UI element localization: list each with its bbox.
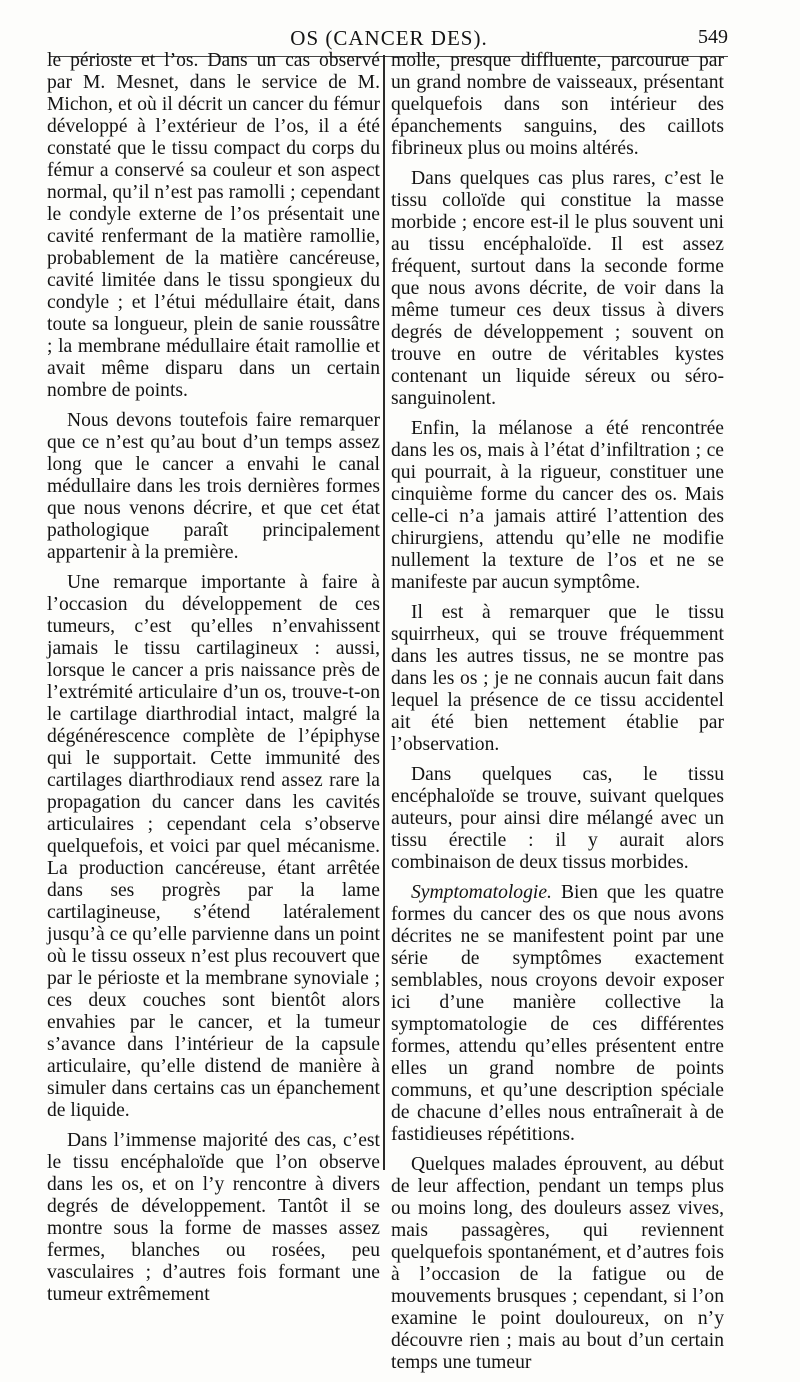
paragraph-body: Bien que les quatre formes du cancer des os que nous avons décrites ne se manifestent point par une série de symptômes exactement semblables, nous croyons devoir exposer ici d’une manière collective la symptomatologie de ces différentes formes, attendu qu’elles présentent entre elles un grand nombre de points communs, et qu’une description spéciale de chacune d’elles nous entraînerait à de fastidieuses répétitions. [391, 882, 724, 1145]
page-number: 549 [698, 26, 728, 48]
paragraph: Nous devons toutefois faire remarquer que ce n’est qu’au bout d’un temps assez long que le cancer a envahi le canal médullaire dans les trois dernières formes que nous venons décrire, et que cet état pathologique paraît principalement appartenir à la première. [47, 410, 380, 563]
paragraph: Dans quelques cas, le tissu encéphaloïde se trouve, suivant quelques auteurs, pour ainsi dire mélangé avec un tissu érectile : il y aurait alors combinaison de deux tissus morbides. [391, 764, 724, 873]
paragraph: Il est à remarquer que le tissu squirrheux, qui se trouve fréquemment dans les autres tissus, ne se montre pas dans les os ; je ne connais aucun fait dans lequel la présence de ce tissu accidentel ait été bien nettement établie par l’observation. [391, 602, 724, 755]
paragraph: Dans quelques cas plus rares, c’est le tissu colloïde qui constitue la masse morbide ; encore est-il le plus souvent uni au tissu encéphaloïde. Il est assez fréquent, surtout dans la seconde forme que nous avons décrite, de voir dans la même tumeur ces deux tissus à divers degrés de développement ; souvent on trouve en outre de véritables kystes contenant un liquide séreux ou séro-sanguinolent. [391, 168, 724, 409]
paragraph: Enfin, la mélanose a été rencontrée dans les os, mais à l’état d’infiltration ; ce qui pourrait, à la rigueur, constituer une cinquième forme du cancer des os. Mais celle-ci n’a jamais attiré l’attention des chirurgiens, attendu qu’elle ne modifie nullement la texture de l’os et ne se manifeste par aucun symptôme. [391, 418, 724, 593]
running-title: OS (CANCER DES). [290, 26, 488, 50]
column-divider [383, 55, 385, 1170]
symptomatologie-paragraph [391, 882, 724, 1146]
right-column [391, 50, 724, 1382]
section-heading: Symptomatologie. [411, 882, 552, 903]
left-column [47, 50, 380, 1314]
paragraph: le périoste et l’os. Dans un cas observé par M. Mesnet, dans le service de M. Michon, et où il décrit un cancer du fémur développé à l’extérieur de l’os, il a été constaté que le tissu compact du corps du fémur a conservé sa couleur et son aspect normal, qu’il n’est pas ramolli ; cependant le condyle externe de l’os présentait une cavité renfermant de la matière ramollie, probablement de la matière cancéreuse, cavité limitée dans le tissu spongieux du condyle ; et l’étui médullaire était, dans toute sa longueur, plein de sanie roussâtre ; la membrane médullaire était ramollie et avait même disparu dans un certain nombre de points. [47, 50, 380, 401]
paragraph: molle, presque diffluente, parcourue par un grand nombre de vaisseaux, présentant quelquefois dans son intérieur des épanchements sanguins, des caillots fibrineux plus ou moins altérés. [391, 50, 724, 159]
paragraph: Une remarque importante à faire à l’occasion du développement de ces tumeurs, c’est qu’elles n’envahissent jamais le tissu cartilagineux : aussi, lorsque le cancer a pris naissance près de l’extrémité articulaire d’un os, trouve-t-on le cartilage diarthrodial intact, malgré la dégénérescence complète de l’épiphyse qui le supportait. Cette immunité des cartilages diarthrodiaux rend assez rare la propagation du cancer dans les cavités articulaires ; cependant cela s’observe quelquefois, et voici par quel mécanisme. La production cancéreuse, étant arrêtée dans ses progrès par la lame cartilagineuse, s’étend latéralement jusqu’à ce qu’elle parvienne dans un point où le tissu osseux n’est plus recouvert que par le périoste et la membrane synoviale ; ces deux couches sont bientôt alors envahies par le cancer, et la tumeur s’avance dans l’intérieur de la capsule articulaire, qu’elle distend de manière à simuler dans certains cas un épanchement de liquide. [47, 572, 380, 1121]
paragraph: Dans l’immense majorité des cas, c’est le tissu encéphaloïde que l’on observe dans les os, et on l’y rencontre à divers degrés de développement. Tantôt il se montre sous la forme de masses assez fermes, blanches ou rosées, peu vasculaires ; d’autres fois formant une tumeur extrêmement [47, 1130, 380, 1305]
paragraph: Quelques malades éprouvent, au début de leur affection, pendant un temps plus ou moins long, des douleurs assez vives, mais passagères, qui reviennent quelquefois spontanément, et d’autres fois à l’occasion de la fatigue ou de mouvements brusques ; cependant, si l’on examine le point douloureux, on n’y découvre rien ; mais au bout d’un certain temps une tumeur [391, 1154, 724, 1373]
